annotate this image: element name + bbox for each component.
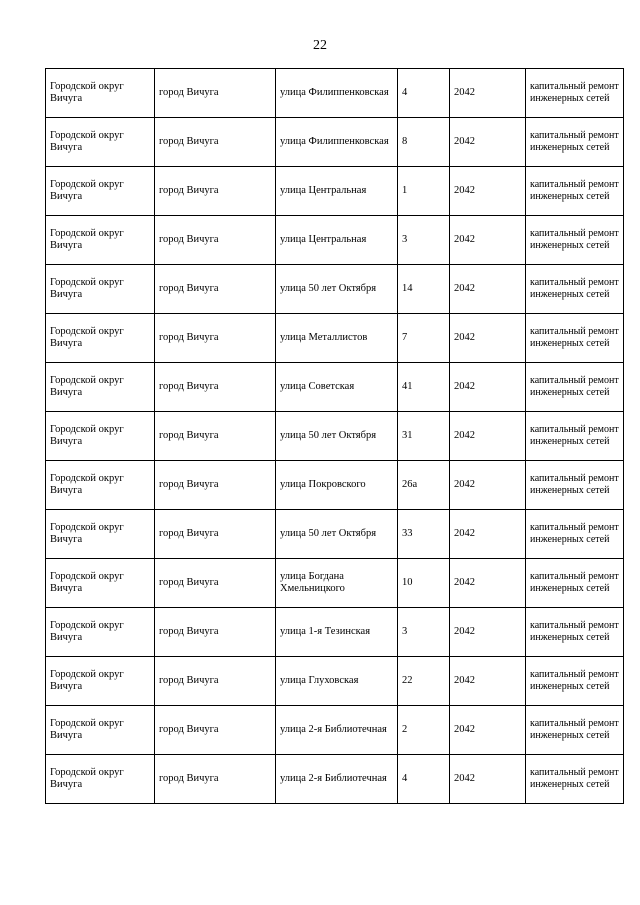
table-row	[46, 510, 624, 559]
work-type-cell: капитальный ремонт инженерных сетей	[526, 657, 624, 706]
table-row	[46, 314, 624, 363]
house-number-cell: 41	[398, 363, 450, 412]
street-cell: улица 50 лет Октября	[276, 412, 398, 461]
registry-table	[45, 68, 624, 804]
street-cell: улица Богдана Хмельницкого	[276, 559, 398, 608]
work-type-cell: капитальный ремонт инженерных сетей	[526, 167, 624, 216]
year-cell: 2042	[450, 167, 526, 216]
house-number-cell: 1	[398, 167, 450, 216]
street-cell: улица Центральная	[276, 216, 398, 265]
settlement-cell: город Вичуга	[155, 118, 276, 167]
municipality-cell: Городской округ Вичуга	[46, 363, 155, 412]
table-row	[46, 69, 624, 118]
municipality-cell: Городской округ Вичуга	[46, 706, 155, 755]
municipality-cell: Городской округ Вичуга	[46, 265, 155, 314]
municipality-cell: Городской округ Вичуга	[46, 69, 155, 118]
house-number-cell: 33	[398, 510, 450, 559]
work-type-cell: капитальный ремонт инженерных сетей	[526, 265, 624, 314]
municipality-cell: Городской округ Вичуга	[46, 167, 155, 216]
house-number-cell: 7	[398, 314, 450, 363]
settlement-cell: город Вичуга	[155, 510, 276, 559]
year-cell: 2042	[450, 608, 526, 657]
house-number-cell: 26а	[398, 461, 450, 510]
municipality-cell: Городской округ Вичуга	[46, 657, 155, 706]
table-row	[46, 265, 624, 314]
registry-table-body	[46, 69, 624, 804]
work-type-cell: капитальный ремонт инженерных сетей	[526, 412, 624, 461]
street-cell: улица Филиппенковская	[276, 118, 398, 167]
work-type-cell: капитальный ремонт инженерных сетей	[526, 608, 624, 657]
street-cell: улица 50 лет Октября	[276, 510, 398, 559]
settlement-cell: город Вичуга	[155, 412, 276, 461]
table-row	[46, 167, 624, 216]
house-number-cell: 22	[398, 657, 450, 706]
street-cell: улица Металлистов	[276, 314, 398, 363]
work-type-cell: капитальный ремонт инженерных сетей	[526, 69, 624, 118]
year-cell: 2042	[450, 510, 526, 559]
year-cell: 2042	[450, 706, 526, 755]
house-number-cell: 10	[398, 559, 450, 608]
house-number-cell: 4	[398, 755, 450, 804]
table-row	[46, 755, 624, 804]
house-number-cell: 4	[398, 69, 450, 118]
municipality-cell: Городской округ Вичуга	[46, 216, 155, 265]
street-cell: улица 50 лет Октября	[276, 265, 398, 314]
table-row	[46, 559, 624, 608]
settlement-cell: город Вичуга	[155, 265, 276, 314]
table-row	[46, 657, 624, 706]
municipality-cell: Городской округ Вичуга	[46, 314, 155, 363]
year-cell: 2042	[450, 314, 526, 363]
municipality-cell: Городской округ Вичуга	[46, 608, 155, 657]
municipality-cell: Городской округ Вичуга	[46, 559, 155, 608]
house-number-cell: 3	[398, 216, 450, 265]
municipality-cell: Городской округ Вичуга	[46, 510, 155, 559]
house-number-cell: 31	[398, 412, 450, 461]
settlement-cell: город Вичуга	[155, 559, 276, 608]
work-type-cell: капитальный ремонт инженерных сетей	[526, 461, 624, 510]
street-cell: улица 1-я Тезинская	[276, 608, 398, 657]
year-cell: 2042	[450, 657, 526, 706]
settlement-cell: город Вичуга	[155, 216, 276, 265]
settlement-cell: город Вичуга	[155, 69, 276, 118]
settlement-cell: город Вичуга	[155, 706, 276, 755]
street-cell: улица Филиппенковская	[276, 69, 398, 118]
table-row	[46, 412, 624, 461]
work-type-cell: капитальный ремонт инженерных сетей	[526, 706, 624, 755]
house-number-cell: 14	[398, 265, 450, 314]
year-cell: 2042	[450, 412, 526, 461]
work-type-cell: капитальный ремонт инженерных сетей	[526, 559, 624, 608]
street-cell: улица Советская	[276, 363, 398, 412]
page-number: 22	[313, 38, 327, 53]
municipality-cell: Городской округ Вичуга	[46, 412, 155, 461]
street-cell: улица Глуховская	[276, 657, 398, 706]
work-type-cell: капитальный ремонт инженерных сетей	[526, 314, 624, 363]
settlement-cell: город Вичуга	[155, 167, 276, 216]
year-cell: 2042	[450, 363, 526, 412]
municipality-cell: Городской округ Вичуга	[46, 461, 155, 510]
year-cell: 2042	[450, 118, 526, 167]
settlement-cell: город Вичуга	[155, 755, 276, 804]
table-row	[46, 363, 624, 412]
settlement-cell: город Вичуга	[155, 608, 276, 657]
table-row	[46, 118, 624, 167]
municipality-cell: Городской округ Вичуга	[46, 118, 155, 167]
house-number-cell: 8	[398, 118, 450, 167]
settlement-cell: город Вичуга	[155, 461, 276, 510]
street-cell: улица 2-я Библиотечная	[276, 755, 398, 804]
year-cell: 2042	[450, 559, 526, 608]
table-row	[46, 608, 624, 657]
street-cell: улица Центральная	[276, 167, 398, 216]
year-cell: 2042	[450, 216, 526, 265]
house-number-cell: 2	[398, 706, 450, 755]
work-type-cell: капитальный ремонт инженерных сетей	[526, 363, 624, 412]
year-cell: 2042	[450, 461, 526, 510]
work-type-cell: капитальный ремонт инженерных сетей	[526, 510, 624, 559]
year-cell: 2042	[450, 755, 526, 804]
year-cell: 2042	[450, 69, 526, 118]
table-row	[46, 216, 624, 265]
settlement-cell: город Вичуга	[155, 363, 276, 412]
street-cell: улица 2-я Библиотечная	[276, 706, 398, 755]
table-row	[46, 461, 624, 510]
settlement-cell: город Вичуга	[155, 314, 276, 363]
work-type-cell: капитальный ремонт инженерных сетей	[526, 118, 624, 167]
work-type-cell: капитальный ремонт инженерных сетей	[526, 755, 624, 804]
settlement-cell: город Вичуга	[155, 657, 276, 706]
table-row	[46, 706, 624, 755]
house-number-cell: 3	[398, 608, 450, 657]
work-type-cell: капитальный ремонт инженерных сетей	[526, 216, 624, 265]
municipality-cell: Городской округ Вичуга	[46, 755, 155, 804]
street-cell: улица Покровского	[276, 461, 398, 510]
year-cell: 2042	[450, 265, 526, 314]
